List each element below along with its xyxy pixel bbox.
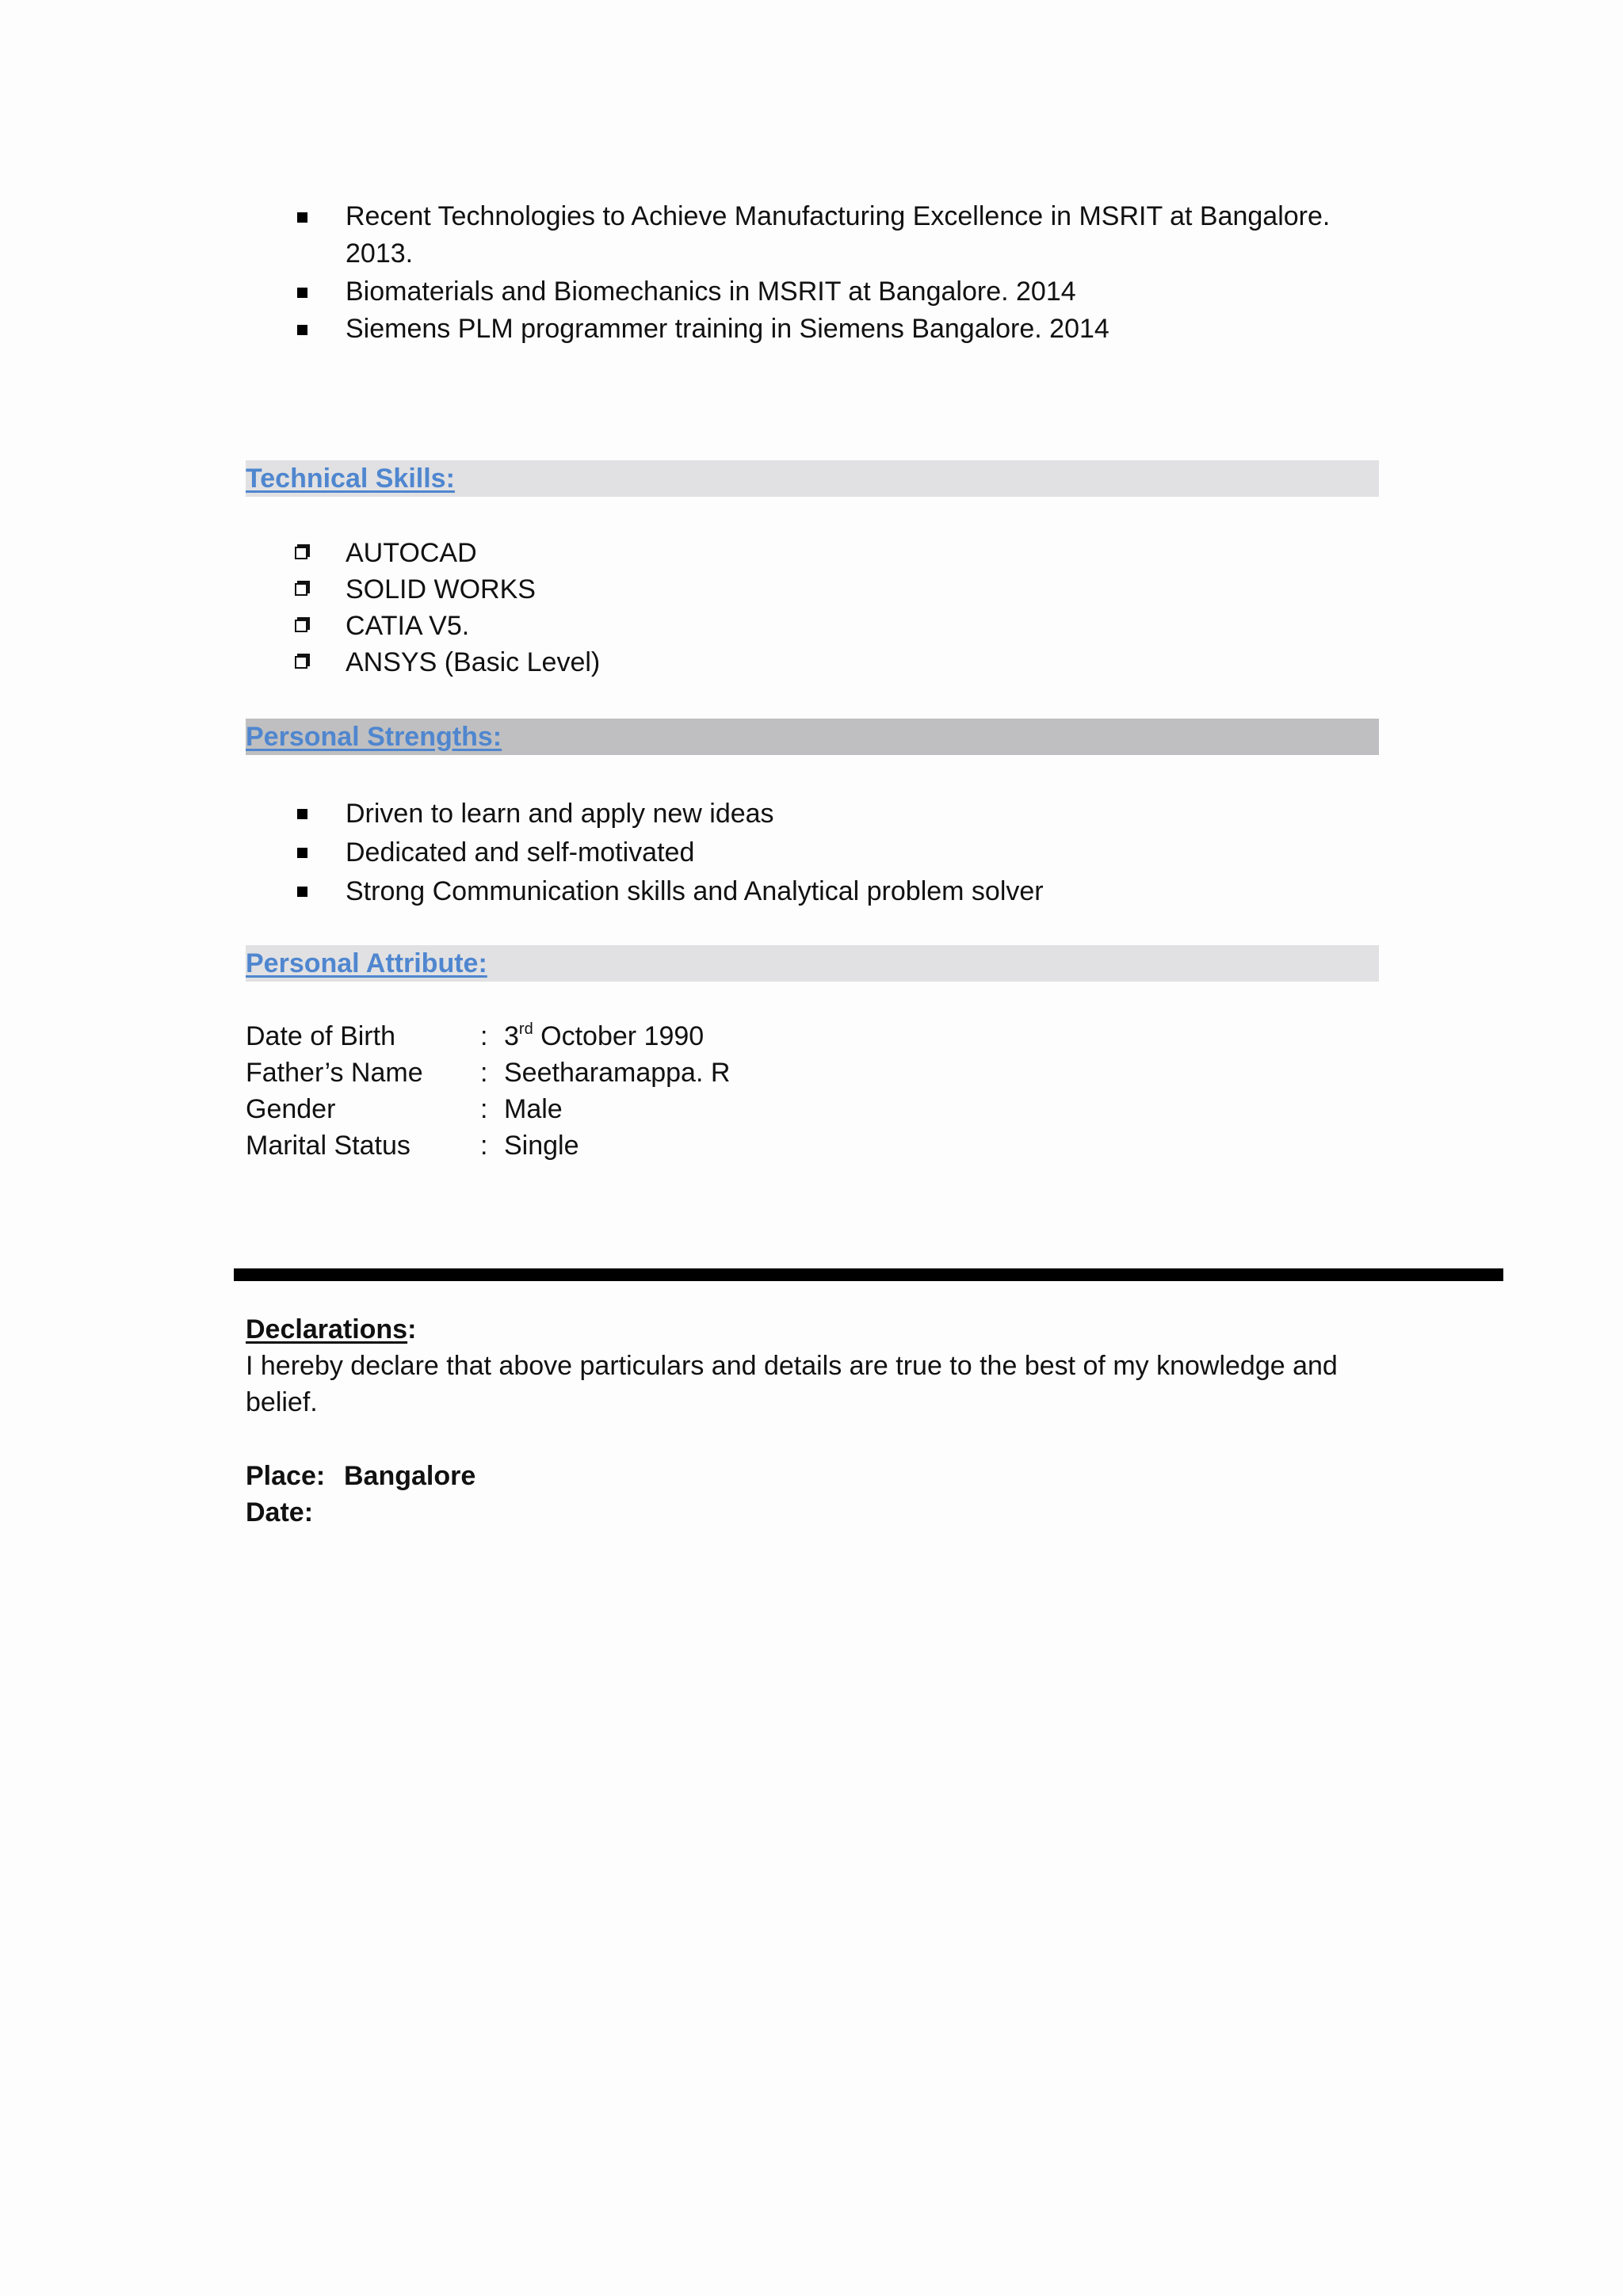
personal-strengths-header <box>246 719 1379 755</box>
attribute-value: Single <box>504 1131 579 1161</box>
list-item <box>293 872 1044 911</box>
square-bullet-icon <box>297 288 307 298</box>
declarations-section <box>246 1311 1395 1421</box>
declarations-title: Declarations <box>246 1314 408 1344</box>
declarations-text: I hereby declare that above particulars and details are true to the best of my knowledge and belief. <box>246 1351 1338 1417</box>
list-item <box>293 311 1355 348</box>
attribute-colon: : <box>480 1094 488 1124</box>
declarations-colon: : <box>407 1314 417 1344</box>
declarations-heading <box>246 1311 1395 1348</box>
list-item-text: SOLID WORKS <box>346 574 536 605</box>
section-title: Technical Skills: <box>246 463 455 494</box>
place-label: Place: <box>246 1461 326 1491</box>
list-item-text: AUTOCAD <box>346 538 477 568</box>
attribute-value <box>504 1018 704 1055</box>
training-list <box>293 198 1355 348</box>
attribute-label: Gender <box>246 1094 336 1124</box>
list-item <box>293 833 1044 872</box>
dob-ordinal: rd <box>518 1020 533 1038</box>
square-bullet-icon <box>297 809 307 819</box>
list-item <box>293 608 600 644</box>
attribute-colon: : <box>480 1058 488 1088</box>
checkbox-bullet-icon <box>295 583 307 596</box>
attribute-label: Date of Birth <box>246 1021 395 1051</box>
technical-skills-header <box>246 460 1379 497</box>
technical-skills-list <box>293 535 600 681</box>
list-item-text: Biomaterials and Biomechanics in MSRIT at Bangalore. 2014 <box>346 277 1076 307</box>
personal-strengths-list <box>293 795 1044 911</box>
list-item-text: CATIA V5. <box>346 611 470 641</box>
attribute-colon: : <box>480 1131 488 1161</box>
list-item-text: Dedicated and self-motivated <box>346 837 695 868</box>
square-bullet-icon <box>297 325 307 335</box>
horizontal-divider <box>234 1268 1503 1281</box>
dob-month-year: October 1990 <box>533 1021 705 1051</box>
checkbox-bullet-icon <box>295 547 307 559</box>
square-bullet-icon <box>297 887 307 897</box>
list-item <box>293 273 1355 311</box>
checkbox-bullet-icon <box>295 656 307 669</box>
square-bullet-icon <box>297 848 307 858</box>
list-item <box>293 571 600 608</box>
checkbox-bullet-icon <box>295 620 307 632</box>
attribute-label: Father’s Name <box>246 1058 423 1088</box>
date-row <box>246 1494 344 1531</box>
list-item-text: Siemens PLM programmer training in Siemens Bangalore. 2014 <box>346 314 1109 344</box>
square-bullet-icon <box>297 212 307 223</box>
dob-day: 3 <box>504 1021 519 1051</box>
list-item <box>293 535 600 571</box>
attribute-colon: : <box>480 1021 488 1051</box>
list-item-text: Recent Technologies to Achieve Manufacturing Excellence in MSRIT at Bangalore. 2013. <box>346 201 1331 269</box>
list-item-text: Strong Communication skills and Analytical problem solver <box>346 876 1044 906</box>
attribute-value: Seetharamappa. R <box>504 1058 731 1088</box>
attribute-label: Marital Status <box>246 1131 411 1161</box>
place-value: Bangalore <box>344 1461 476 1491</box>
list-item <box>293 795 1044 833</box>
list-item-text: ANSYS (Basic Level) <box>346 647 601 677</box>
attribute-value: Male <box>504 1094 563 1124</box>
section-title: Personal Attribute: <box>246 948 487 978</box>
list-item <box>293 198 1355 273</box>
list-item <box>293 644 600 681</box>
place-row <box>246 1458 475 1494</box>
personal-attribute-header <box>246 945 1379 982</box>
date-label: Date: <box>246 1497 314 1527</box>
section-title: Personal Strengths: <box>246 722 502 752</box>
list-item-text: Driven to learn and apply new ideas <box>346 799 774 829</box>
